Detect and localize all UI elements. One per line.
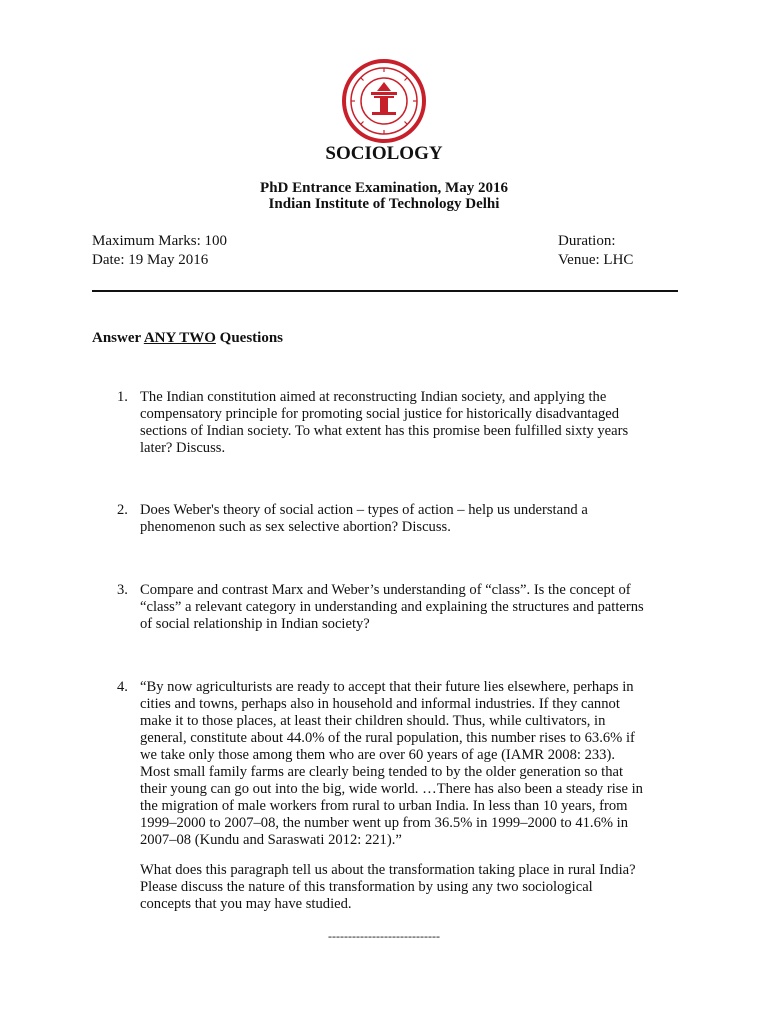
exam-line: PhD Entrance Examination, May 2016 (260, 180, 508, 196)
question-text: Does Weber's theory of social action – types of action – help us understand a phenomenon such as sex selective abortion? Discuss. (140, 502, 588, 535)
question-text: “By now agriculturists are ready to accept that their future lies elsewhere, perhaps in cities and towns, perhaps also in household and informal industries. If they cannot make it to those places, at least their children should. Thus, while cultivators, in general, constitute about 44.0% of the rural population, this number rises to 63.6% if we take only those among them who are over 60 years of age (IAMR 2008: 233). Most small family farms are clearly being tended to by the older generation so that their young can go out into the big, wide world. …There has also been a steady rise in the migration of male workers from rural to urban India. In less than 10 years, from 1999–2000 to 2007–08, the number went up from 36.5% in 1999–2000 to 41.6% in 2007–08 (Kundu and Saraswati 2012: 221).” (140, 679, 643, 848)
instruction-suffix: Questions (215, 330, 284, 346)
max-marks: Maximum Marks: 100 (92, 233, 227, 249)
question-number: 4. (117, 679, 128, 695)
instruction (92, 330, 283, 347)
question-number: 3. (117, 582, 128, 598)
question-number: 2. (117, 502, 128, 518)
header-divider (92, 290, 678, 292)
instruction-emphasis: ANY TWO (143, 330, 216, 346)
page-title: SOCIOLOGY (325, 143, 443, 164)
question-followup: What does this paragraph tell us about the transformation taking place in rural India? Please discuss the nature of this transformation by using any two sociological concepts that you may have studied. (140, 862, 636, 912)
exam-date: Date: 19 May 2016 (92, 252, 209, 268)
venue: Venue: LHC (558, 252, 634, 268)
duration: Duration: (558, 233, 616, 249)
question-number: 1. (117, 389, 128, 405)
question-text: The Indian constitution aimed at reconstructing Indian society, and applying the compensatory principle for promoting social justice for historically disadvantaged sections of Indian society. To what extent has this promise been fulfilled sixty years later? Discuss. (140, 389, 629, 456)
question-text: Compare and contrast Marx and Weber’s understanding of “class”. Is the concept of “class” a relevant category in understanding and explaining the structures and patterns of social relationship in Indian society? (140, 582, 644, 632)
end-marker: ---------------------------- (328, 929, 440, 943)
institute-line: Indian Institute of Technology Delhi (268, 196, 500, 212)
instruction-prefix: Answer (92, 330, 144, 346)
iit-delhi-logo (341, 58, 427, 144)
